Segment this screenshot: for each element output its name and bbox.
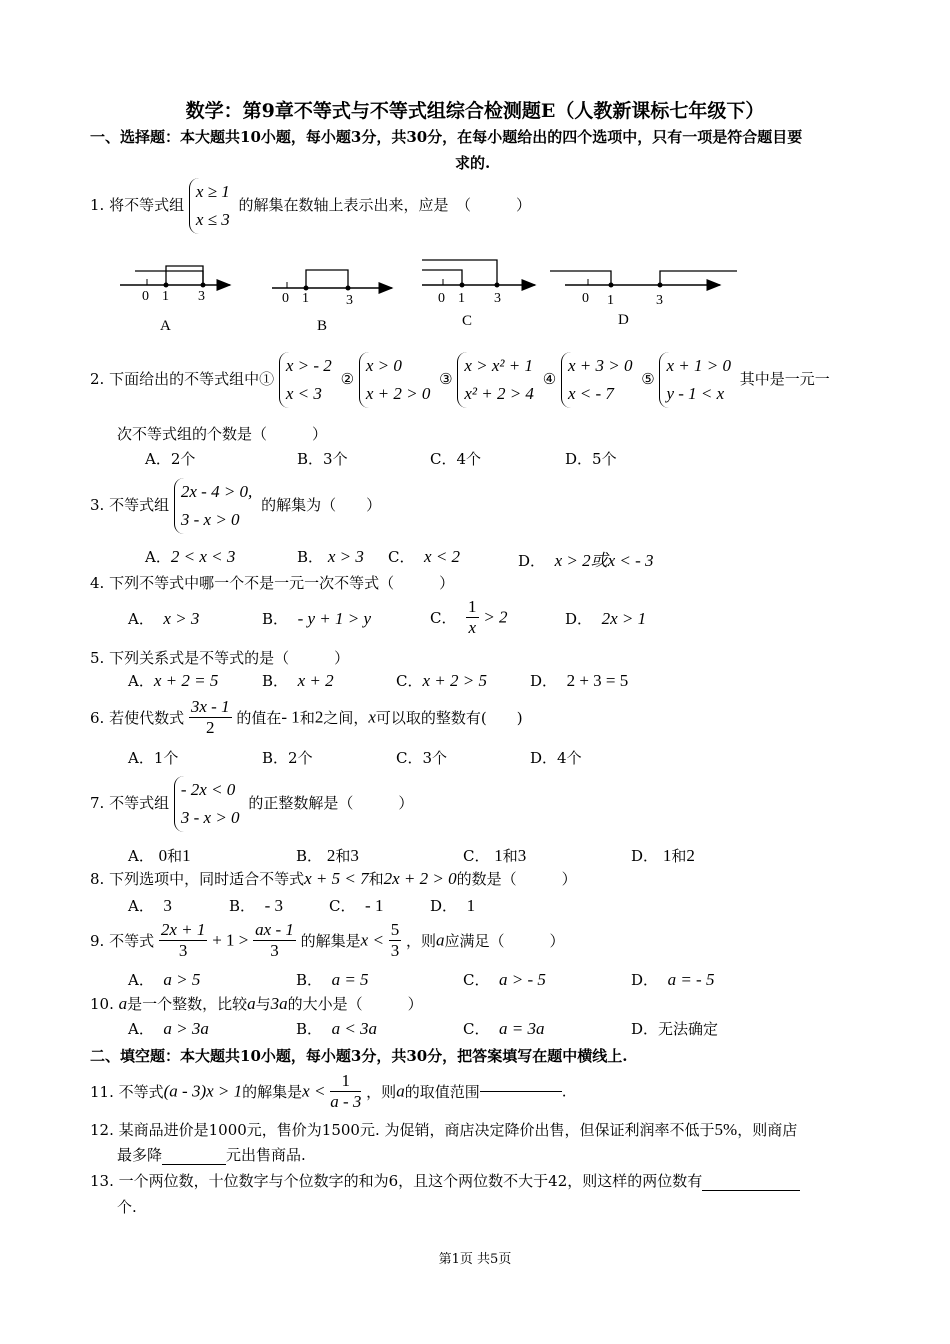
- q4-option-d: D． 2x > 1: [565, 609, 647, 628]
- number-line-a: [120, 266, 230, 334]
- q13-answer-blank[interactable]: [702, 1172, 800, 1191]
- question-13-line2: 个.: [117, 1198, 137, 1216]
- q6-option-b: B．2个: [262, 749, 313, 767]
- question-5: 5. 下列关系式是不等式的是（ ）: [90, 649, 350, 667]
- q1-number-lines: [110, 250, 760, 340]
- q2-option-b: B．3个: [297, 450, 348, 468]
- line-c-label: C: [462, 313, 473, 329]
- q8-option-b: B． - 3: [229, 896, 283, 915]
- q10-option-d: D．无法确定: [631, 1020, 719, 1038]
- line-b-tick-1: 1: [302, 291, 309, 306]
- section1-heading-cont: 求的.: [455, 154, 491, 172]
- q3-option-b: B． x > 3: [297, 547, 364, 566]
- number-line-b: [272, 270, 392, 334]
- line-a-label: A: [160, 318, 171, 334]
- line-b-label: B: [317, 318, 328, 334]
- question-1: [90, 178, 531, 234]
- line-a-tick-1: 1: [162, 289, 169, 304]
- q7-option-c: C． 1和3: [463, 846, 527, 865]
- line-c-tick-1: 1: [458, 291, 465, 306]
- q1-system: x ≥ 1 x ≤ 3: [189, 178, 234, 234]
- q6-option-d: D．4个: [530, 749, 582, 767]
- line-d-tick-1: 1: [607, 293, 614, 308]
- line-d-tick-0: 0: [582, 291, 589, 306]
- q2-option-c: C．4个: [430, 450, 482, 468]
- line-b-tick-3: 3: [346, 293, 353, 308]
- line-c-tick-0: 0: [438, 291, 445, 306]
- question-10: 10. a是一个整数，比较a与3a的大小是（ ）: [90, 994, 423, 1013]
- q4-option-c: C． $\frac{1}{x}$ > 2: [430, 597, 508, 637]
- question-7: 7. 不等式组 - 2x < 0 3 - x > 0 的正整数解是（ ）: [90, 776, 413, 832]
- q8-option-c: C． - 1: [329, 896, 384, 915]
- q3-option-c: C． x < 2: [388, 547, 461, 566]
- q2-system-4: x + 3 > 0 x < - 7: [561, 352, 637, 408]
- section1-heading: 一、选择题：本大题共10小题，每小题3分，共30分，在每小题给出的四个选项中，只有一项是符合题目要: [90, 128, 803, 146]
- q5-option-c: C．x + 2 > 5: [396, 671, 487, 690]
- question-8: 8. 下列选项中，同时适合不等式x + 5 < 7和2x + 2 > 0的数是（ ）: [90, 869, 577, 888]
- q10-option-c: C． a = 3a: [463, 1019, 545, 1038]
- q9-option-b: B． a = 5: [296, 970, 369, 989]
- q3-option-d: D． x > 2或x < - 3: [518, 551, 654, 570]
- q2-option-a: A．2个: [145, 450, 196, 468]
- question-11: 11. 不等式(a - 3)x > 1的解集是x < $\frac{1}{a - 3}$ ，则a的取值范围 .: [90, 1071, 567, 1111]
- q10-option-b: B． a < 3a: [296, 1019, 378, 1038]
- question-2: 2. 下面给出的不等式组中① x > - 2 x < 3 ② x > 0 x + 2 > 0 ③ x > x² + 1 x² + 2 > 4 ④ x + 3 > 0 x < - 7 ⑤ x + 1 > 0 y - 1 < x 其中是一元一: [90, 352, 830, 408]
- q2-system-1: x > - 2 x < 3: [279, 352, 336, 408]
- page-footer: 第1页 共5页: [438, 1252, 512, 1267]
- line-a-tick-3: 3: [198, 289, 205, 304]
- q6-option-c: C．3个: [396, 749, 448, 767]
- q3-system: 2x - 4 > 0, 3 - x > 0: [174, 478, 256, 534]
- q2-system-3: x > x² + 1 x² + 2 > 4: [457, 352, 538, 408]
- question-6: 6. 若使代数式 $\frac{3x - 1}{2}$ 的值在- 1和2之间，x可以取的整数有( ): [90, 697, 523, 737]
- q9-option-c: C． a > - 5: [463, 970, 546, 989]
- line-a-tick-0: 0: [142, 289, 149, 304]
- q1-prefix: 1. 将不等式组: [90, 196, 185, 214]
- line-d-tick-3: 3: [656, 293, 663, 308]
- q5-option-b: B． x + 2: [262, 671, 334, 690]
- q1-suffix: 的解集在数轴上表示出来，应是 （ ）: [238, 196, 532, 214]
- q7-option-b: B． 2和3: [296, 846, 359, 865]
- q7-option-a: A． 0和1: [128, 846, 191, 865]
- q2-option-d: D．5个: [565, 450, 617, 468]
- question-9: 9. 不等式 $\frac{2x + 1}{3}$ + 1 > $\frac{ax - 1}{3}$ 的解集是x < $\frac{5}{3}$ ，则a应满足（ ）: [90, 920, 565, 960]
- q7-system: - 2x < 0 3 - x > 0: [174, 776, 244, 832]
- q4-option-a: A． x > 3: [128, 609, 200, 628]
- q8-option-a: A． 3: [128, 896, 172, 915]
- q11-answer-blank[interactable]: [480, 1091, 562, 1092]
- q5-option-a: A．x + 2 = 5: [128, 671, 219, 690]
- q5-option-d: D． 2 + 3 = 5: [530, 671, 629, 690]
- line-d-label: D: [618, 312, 629, 328]
- q12-answer-blank[interactable]: [162, 1146, 226, 1165]
- q2-line2: 次不等式组的个数是（ ）: [117, 425, 328, 443]
- line-c-tick-3: 3: [494, 291, 501, 306]
- question-3: 3. 不等式组 2x - 4 > 0, 3 - x > 0 的解集为（ ）: [90, 478, 381, 534]
- q8-option-d: D． 1: [430, 896, 476, 915]
- line-b-tick-0: 0: [282, 291, 289, 306]
- page-title: 数学：第9章不等式与不等式组综合检测题E（人教新课标七年级下）: [185, 100, 765, 122]
- q7-option-d: D． 1和2: [631, 846, 695, 865]
- q3-option-a: A．2 < x < 3: [145, 547, 236, 566]
- q4-option-b: B． - y + 1 > y: [262, 609, 372, 628]
- q9-option-d: D． a = - 5: [631, 970, 715, 989]
- question-12-line2: 最多降 元出售商品.: [117, 1146, 306, 1164]
- section2-heading: 二、填空题：本大题共10小题，每小题3分，共30分，把答案填写在题中横线上.: [90, 1047, 628, 1065]
- q2-system-2: x > 0 x + 2 > 0: [359, 352, 435, 408]
- question-13: 13. 一个两位数，十位数字与个位数字的和为6，且这个两位数不大于42，则这样的两位数有: [90, 1170, 800, 1191]
- q2-system-5: x + 1 > 0 y - 1 < x: [659, 352, 735, 408]
- number-line-c: [422, 260, 535, 329]
- q9-option-a: A． a > 5: [128, 970, 201, 989]
- q10-option-a: A． a > 3a: [128, 1019, 209, 1038]
- question-4: 4. 下列不等式中哪一个不是一元一次不等式（ ）: [90, 574, 455, 592]
- question-12: 12. 某商品进价是1000元，售价为1500元. 为促销，商店决定降价出售，但保证利润率不低于5%，则商店: [90, 1120, 798, 1139]
- number-line-d: [550, 271, 737, 328]
- q6-option-a: A．1个: [128, 749, 179, 767]
